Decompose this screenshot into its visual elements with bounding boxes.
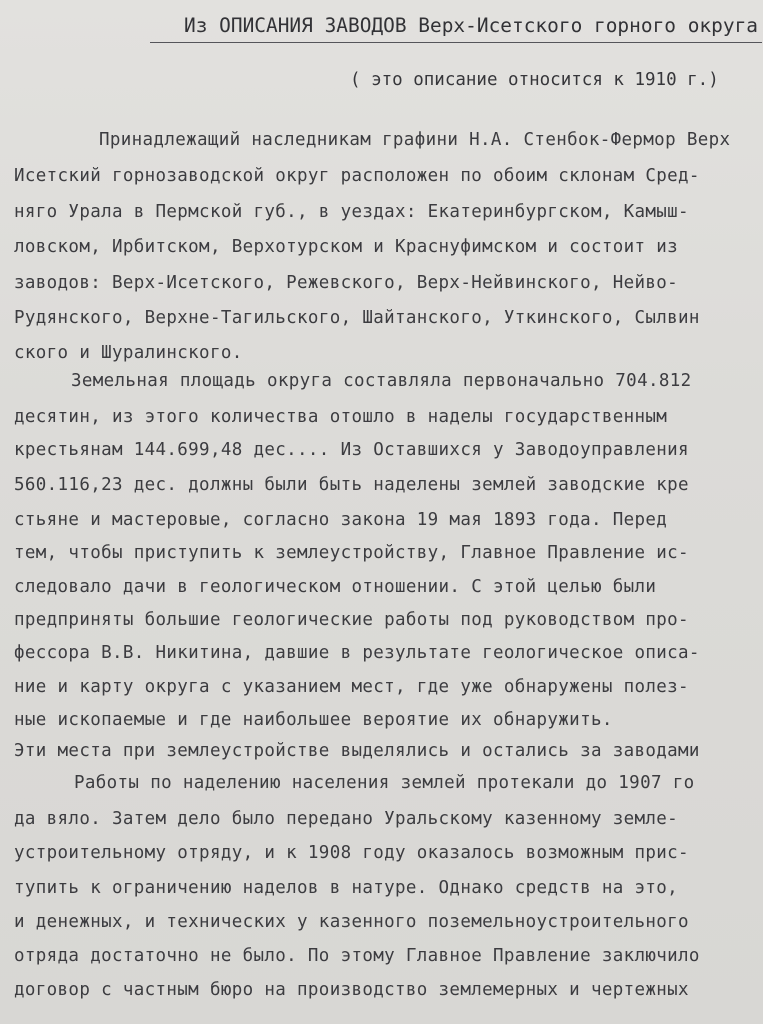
text-line: договор с частным бюро на производство землемерных и чертежных: [14, 980, 689, 1000]
text-line: ные ископаемые и где наибольшее вероятие их обнаружить.: [14, 710, 613, 730]
text-line: Рудянского, Верхне-Тагильского, Шайтанского, Уткинского, Сылвин: [14, 308, 700, 328]
text-line: следовало дачи в геологическом отношении. С этой целью были: [14, 577, 657, 597]
text-line: предприняты большие геологические работы под руководством про-: [14, 610, 689, 630]
text-line: крестьянам 144.699,48 дес.... Из Оставшихся у Заводоуправления: [14, 440, 689, 460]
text-line: Работы по наделению населения землей протекали до 1907 го: [74, 773, 695, 793]
text-line: ского и Шуралинского.: [14, 343, 243, 363]
text-line: стьяне и мастеровые, согласно закона 19 мая 1893 года. Перед: [14, 510, 668, 530]
text-line: тем, чтобы приступить к землеустройству, Главное Правление ис-: [14, 543, 689, 563]
text-line: Эти места при землеустройстве выделялись и остались за заводами: [14, 741, 700, 761]
text-line: и денежных, и технических у казенного поземельноустроительного: [14, 912, 689, 932]
text-line: Исетский горнозаводской округ расположен по обоим склонам Сред-: [14, 166, 700, 186]
text-line: заводов: Верх-Исетского, Режевского, Верх-Нейвинского, Нейво-: [14, 273, 679, 293]
text-line: ние и карту округа с указанием мест, где уже обнаружены полез-: [14, 677, 689, 697]
text-line: отряда достаточно не было. По этому Главное Правление заключило: [14, 946, 700, 966]
text-line: Земельная площадь округа составляла первоначально 704.812: [71, 371, 692, 391]
text-line: десятин, из этого количества отошло в наделы государственным: [14, 407, 668, 427]
text-line: 560.116,23 дес. должны были быть наделены землей заводские кре: [14, 475, 689, 495]
document-subtitle: ( это описание относится к 1910 г.): [350, 70, 719, 90]
text-line: тупить к ограничению наделов в натуре. Однако средств на это,: [14, 878, 679, 898]
text-line: да вяло. Затем дело было передано Уральскому казенному земле-: [14, 809, 679, 829]
text-line: фессора В.В. Никитина, давшие в результате геологическое описа-: [14, 643, 700, 663]
document-title: Из ОПИСАНИЯ ЗАВОДОВ Верх-Исетского горного округа: [184, 14, 759, 37]
text-line: Принадлежащий наследникам графини Н.А. Стенбок-Фермор Верх: [99, 130, 731, 150]
text-line: ловском, Ирбитском, Верхотурском и Краснуфимском и состоит из: [14, 237, 679, 257]
title-underline: [150, 42, 762, 43]
text-line: няго Урала в Пермской губ., в уездах: Екатеринбургском, Камыш-: [14, 202, 689, 222]
text-line: устроительному отряду, и к 1908 году оказалось возможным прис-: [14, 843, 689, 863]
